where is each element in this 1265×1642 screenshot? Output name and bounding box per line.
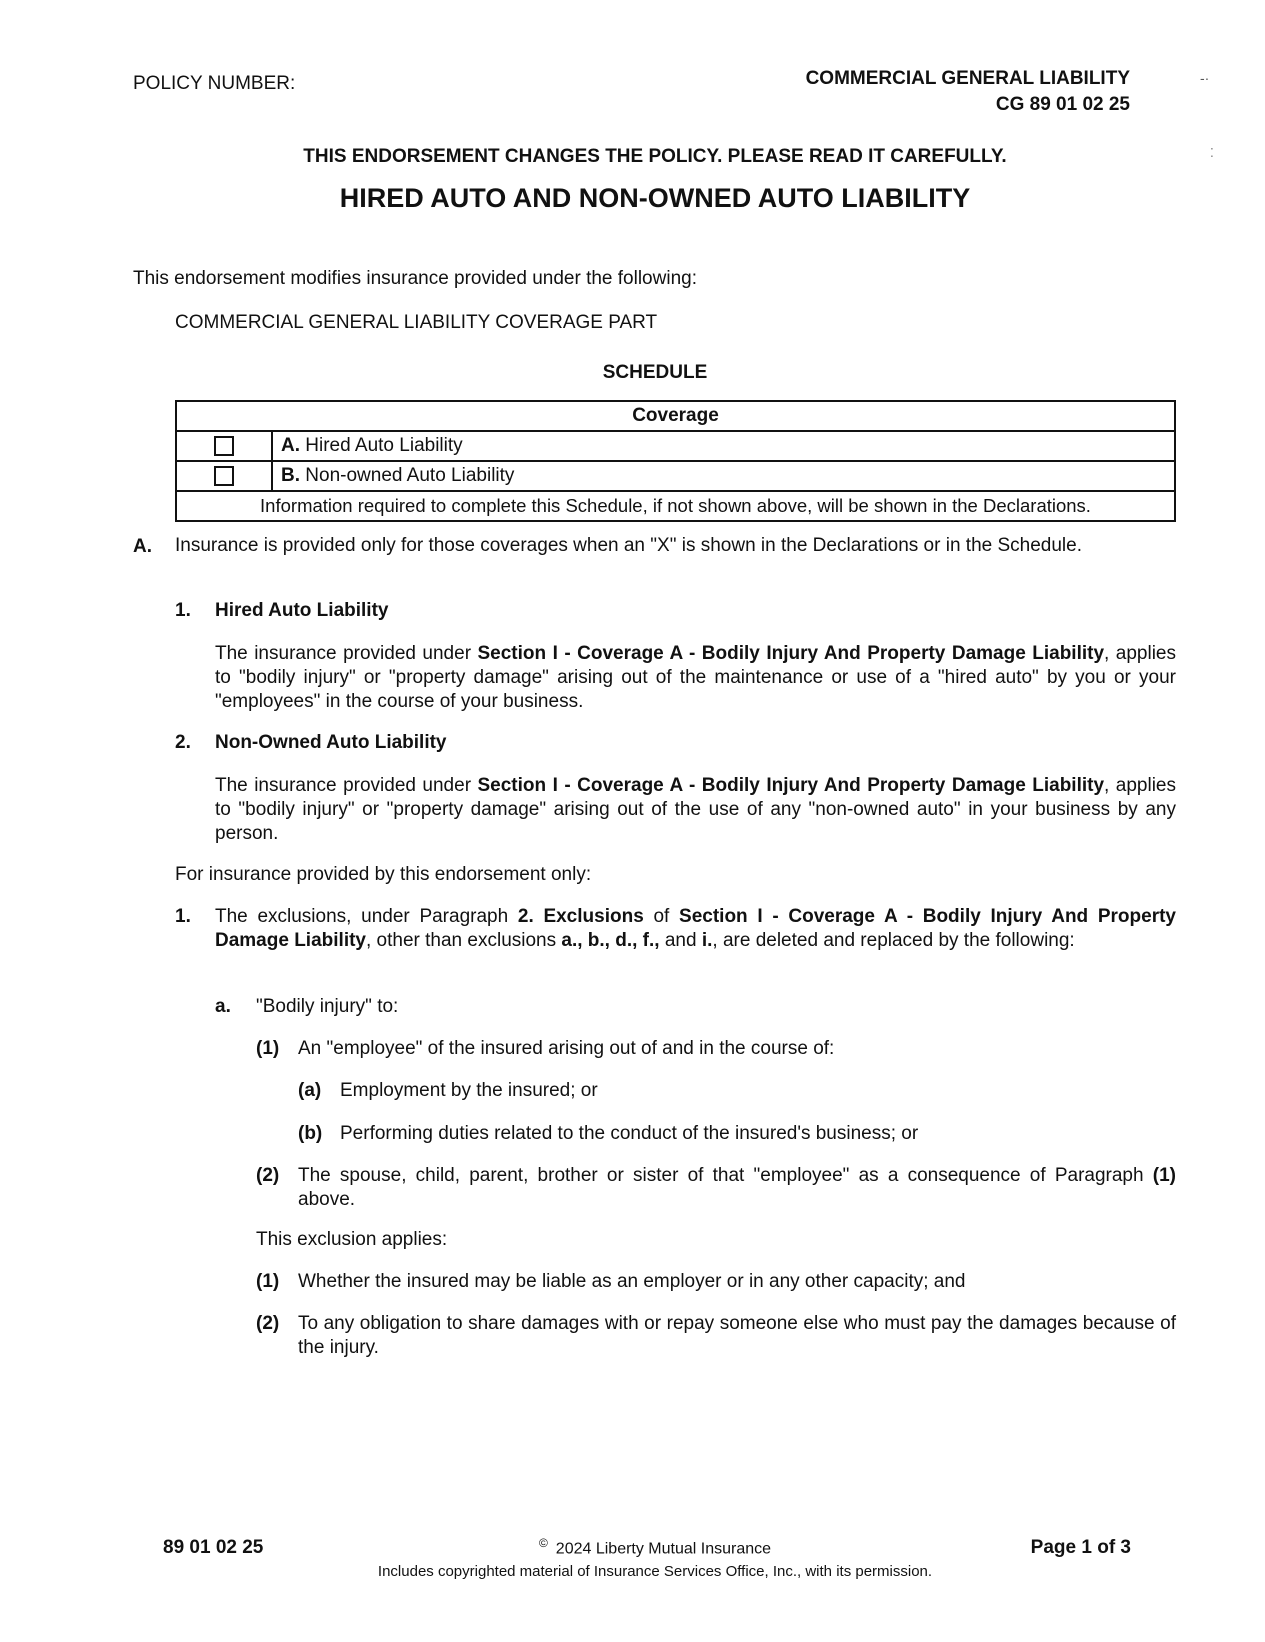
item-1-num: 1. [175, 600, 191, 621]
scan-mark: ⁚ [1210, 146, 1214, 160]
table-row [176, 461, 1175, 491]
clause-1b-text: Performing duties related to the conduct of the insured's business; or [340, 1123, 919, 1144]
section-a-text: Insurance is provided only for those coverages when an "X" is shown in the Declarations or in the Schedule. [175, 535, 1082, 556]
subitem-a-label: a. [215, 996, 231, 1017]
subitem-a-text: "Bodily injury" to: [256, 996, 399, 1017]
schedule-table [175, 400, 1176, 522]
item-1-text: The insurance provided under Section I - Coverage A - Bodily Injury And Property Damage Liability, applies to "bodily injury" or "property damage" arising out of the maintenance or use of a "hired auto" by you or your "employees" in the course of your business. [215, 643, 1176, 712]
item-2-text: The insurance provided under Section I - Coverage A - Bodily Injury And Property Damage Liability, applies to "bodily injury" or "property damage" arising out of the use of any "non-owned auto" in your business by any person. [215, 775, 1176, 844]
table-row [176, 491, 1175, 521]
exclusion-applies-text: This exclusion applies: [256, 1229, 448, 1250]
row-label: Non-owned Auto Liability [305, 465, 515, 486]
clause-2-label: (2) [256, 1165, 280, 1186]
footer-form-number: 89 01 02 25 [163, 1537, 264, 1558]
hired-auto-checkbox[interactable] [214, 436, 234, 456]
for-insurance-text: For insurance provided by this endorsement only: [175, 864, 592, 885]
page-number: Page 1 of 3 [1030, 1537, 1131, 1558]
clause-1a-label: (a) [298, 1080, 322, 1101]
endorsement-notice: THIS ENDORSEMENT CHANGES THE POLICY. PLEASE READ IT CAREFULLY. [303, 146, 1007, 167]
applies-1-label: (1) [256, 1271, 280, 1292]
applies-2-text: To any obligation to share damages with or repay someone else who must pay the damages because of the injury. [298, 1313, 1176, 1358]
row-letter: A. [281, 435, 300, 456]
form-header [806, 66, 1130, 118]
applies-2-label: (2) [256, 1313, 280, 1334]
non-owned-auto-checkbox[interactable] [214, 466, 234, 486]
schedule-title: SCHEDULE [602, 362, 708, 383]
iso-notice: Includes copyrighted material of Insurance Services Office, Inc., with its permission. [377, 1563, 933, 1580]
coverage-column-header: Coverage [176, 401, 1175, 431]
clause-1a-text: Employment by the insured; or [340, 1080, 598, 1101]
form-type: COMMERCIAL GENERAL LIABILITY [805, 68, 1130, 89]
item-2-num: 2. [175, 732, 191, 753]
coverage-part: COMMERCIAL GENERAL LIABILITY COVERAGE PART [175, 312, 658, 333]
row-label: Hired Auto Liability [305, 435, 463, 456]
scan-mark: -· [1200, 70, 1210, 86]
table-row [176, 431, 1175, 461]
applies-1-text: Whether the insured may be liable as an employer or in any other capacity; and [298, 1271, 966, 1292]
clause-2-text: The spouse, child, parent, brother or sister of that "employee" as a consequence of Paragraph (1) above. [298, 1165, 1176, 1210]
document-title: HIRED AUTO AND NON-OWNED AUTO LIABILITY [339, 183, 971, 213]
clause-1-label: (1) [256, 1038, 280, 1059]
form-number: CG 89 01 02 25 [995, 94, 1130, 115]
row-letter: B. [281, 465, 300, 486]
clause-1b-label: (b) [298, 1123, 323, 1144]
schedule-note: Information required to complete this Schedule, if not shown above, will be shown in the Declarations. [176, 491, 1175, 521]
section-a-label: A. [133, 536, 152, 557]
item-2-heading: Non-Owned Auto Liability [215, 732, 447, 753]
modifies-statement: This endorsement modifies insurance provided under the following: [133, 268, 697, 289]
copyright-symbol: © [538, 1536, 548, 1550]
exclusions-text: The exclusions, under Paragraph 2. Exclusions of Section I - Coverage A - Bodily Injury And Property Damage Liability, other than exclusions a., b., d., f., and i., are deleted and replaced by the following: [215, 906, 1177, 951]
item-1-heading: Hired Auto Liability [215, 600, 389, 621]
policy-number-label: POLICY NUMBER: [133, 73, 296, 94]
exclusions-num: 1. [175, 906, 191, 927]
clause-1-text: An "employee" of the insured arising out of and in the course of: [298, 1038, 835, 1059]
footer-copyright: © 2024 Liberty Mutual Insurance [538, 1536, 772, 1558]
table-header-row [176, 401, 1175, 431]
